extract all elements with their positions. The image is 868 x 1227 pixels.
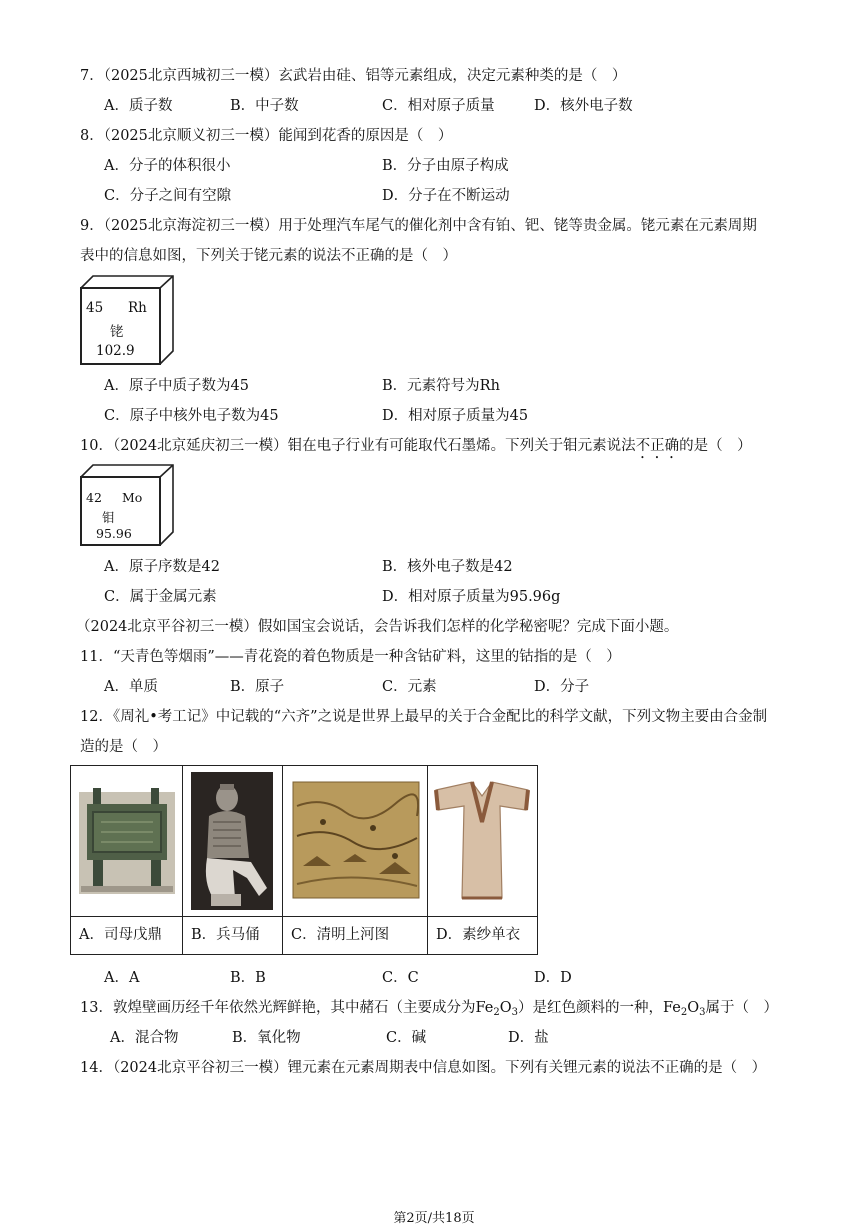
q13-option-b: B．氧化物 xyxy=(232,1030,301,1046)
terracotta-image xyxy=(183,766,282,916)
q13-sub-1: 2 xyxy=(493,1007,500,1018)
q11-option-d: D．分子 xyxy=(534,679,590,695)
bronze-ding-icon xyxy=(71,766,182,916)
artifact-cell-c xyxy=(283,766,428,917)
q7-option-d: D．核外电子数 xyxy=(534,98,633,114)
q10-stem-emphasis: 不正确 xyxy=(635,438,680,454)
artifact-table xyxy=(70,765,538,955)
mo-name: 钼 xyxy=(102,510,115,525)
plain-gauze-robe-icon xyxy=(428,766,537,916)
q14-stem: 14．（2024北京平谷初三一模）锂元素在元素周期表中信息如图。下列有关锂元素的说法不正确的是（ ） xyxy=(80,1060,767,1076)
q9-option-d: D．相对原子质量为45 xyxy=(382,408,529,424)
ding-image xyxy=(71,766,182,916)
q13-stem xyxy=(80,998,778,1023)
q9-option-a: A．原子中质子数为45 xyxy=(104,378,249,394)
caption-d: D．素纱单衣 xyxy=(436,927,521,943)
rh-mass: 102.9 xyxy=(96,343,135,359)
caption-c: C．清明上河图 xyxy=(291,927,390,943)
q11-option-a: A．单质 xyxy=(104,679,158,695)
q12-option-c: C．C xyxy=(382,970,419,986)
q10-stem-post: 的是（ ） xyxy=(679,438,752,454)
gauze-robe-image xyxy=(428,766,537,916)
mo-element-card xyxy=(80,464,174,546)
page-footer: 第2页/共18页 xyxy=(393,1211,475,1226)
artifact-cell-a xyxy=(71,766,183,917)
q13-option-a: A．混合物 xyxy=(110,1030,179,1046)
q9-stem-line1: 9．（2025北京海淀初三一模）用于处理汽车尾气的催化剂中含有铂、钯、铑等贵金属。铑元素在元素周期 xyxy=(80,218,757,234)
q7-option-b: B．中子数 xyxy=(230,98,299,114)
q10-option-a: A．原子序数是42 xyxy=(104,559,220,575)
q8-option-b: B．分子由原子构成 xyxy=(382,158,509,174)
q13-stem-mid: ）是红色颜料的一种，Fe xyxy=(517,1000,681,1016)
caption-cell-c xyxy=(283,917,428,955)
mo-atomic-number: 42 xyxy=(86,490,102,505)
q8-option-d: D．分子在不断运动 xyxy=(382,188,510,204)
artifact-cell-d xyxy=(428,766,538,917)
caption-b: B．兵马俑 xyxy=(191,927,260,943)
q7-option-c: C．相对原子质量 xyxy=(382,98,495,114)
q13-stem-post: 属于（ ） xyxy=(705,1000,778,1016)
q13-option-c: C．碱 xyxy=(386,1030,427,1046)
q12-stem-line1: 12．《周礼•考工记》中记载的“六齐”之说是世界上最早的关于合金配比的科学文献，下列文物主要由合金制 xyxy=(80,709,768,725)
qingming-scroll-icon xyxy=(283,766,427,916)
rh-name: 铑 xyxy=(110,324,124,340)
q11-option-c: C．元素 xyxy=(382,679,437,695)
rh-element-card xyxy=(80,275,174,365)
caption-a: A．司母戊鼎 xyxy=(79,927,162,943)
q13-sub-2: 3 xyxy=(511,1007,518,1018)
q13-sub-4: 3 xyxy=(699,1007,706,1018)
q12-option-d: D．D xyxy=(534,970,572,986)
caption-cell-b xyxy=(183,917,283,955)
mo-mass: 95.96 xyxy=(96,526,132,541)
q9-option-b: B．元素符号为Rh xyxy=(382,378,500,394)
q13-stem-o2: O xyxy=(687,1000,700,1016)
q12-stem-line2: 造的是（ ） xyxy=(80,739,167,755)
q8-stem: 8．（2025北京顺义初三一模）能闻到花香的原因是（ ） xyxy=(80,128,453,144)
q10-option-c: C．属于金属元素 xyxy=(104,589,217,605)
q7-stem: 7．（2025北京西城初三一模）玄武岩由硅、铝等元素组成，决定元素种类的是（ ） xyxy=(80,68,627,84)
q12-option-a: A．A xyxy=(104,970,140,986)
q11-stem: 11．“天青色等烟雨”——青花瓷的着色物质是一种含钴矿料，这里的钴指的是（ ） xyxy=(80,649,621,665)
q9-option-c: C．原子中核外电子数为45 xyxy=(104,408,279,424)
q11-option-b: B．原子 xyxy=(230,679,285,695)
rh-atomic-number: 45 xyxy=(86,300,104,316)
q12-option-b: B．B xyxy=(230,970,266,986)
q13-option-d: D．盐 xyxy=(508,1030,549,1046)
qingming-image xyxy=(283,766,427,916)
terracotta-warrior-icon xyxy=(183,766,282,916)
rh-symbol: Rh xyxy=(128,300,147,316)
q10-stem xyxy=(80,436,752,462)
caption-cell-a xyxy=(71,917,183,955)
q8-option-a: A．分子的体积很小 xyxy=(104,158,231,174)
q10-option-b: B．核外电子数是42 xyxy=(382,559,513,575)
q13-stem-o1: O xyxy=(499,1000,512,1016)
artifact-cell-b xyxy=(183,766,283,917)
q9-stem-line2: 表中的信息如图，下列关于铑元素的说法不正确的是（ ） xyxy=(80,248,457,264)
q13-sub-3: 2 xyxy=(680,1007,688,1018)
caption-cell-d xyxy=(428,917,538,955)
q7-option-a: A．质子数 xyxy=(104,98,173,114)
group-intro: （2024北京平谷初三一模）假如国宝会说话，会告诉我们怎样的化学秘密呢？完成下面小题。 xyxy=(76,619,679,635)
q10-stem-pre: 10．（2024北京延庆初三一模）钼在电子行业有可能取代石墨烯。下列关于钼元素说法 xyxy=(80,438,636,454)
q8-option-c: C．分子之间有空隙 xyxy=(104,188,232,204)
q13-stem-pre: 13．敦煌壁画历经千年依然光辉鲜艳，其中赭石（主要成分为Fe xyxy=(80,1000,494,1016)
mo-symbol: Mo xyxy=(122,490,143,505)
q10-option-d: D．相对原子质量为95.96g xyxy=(382,589,561,605)
